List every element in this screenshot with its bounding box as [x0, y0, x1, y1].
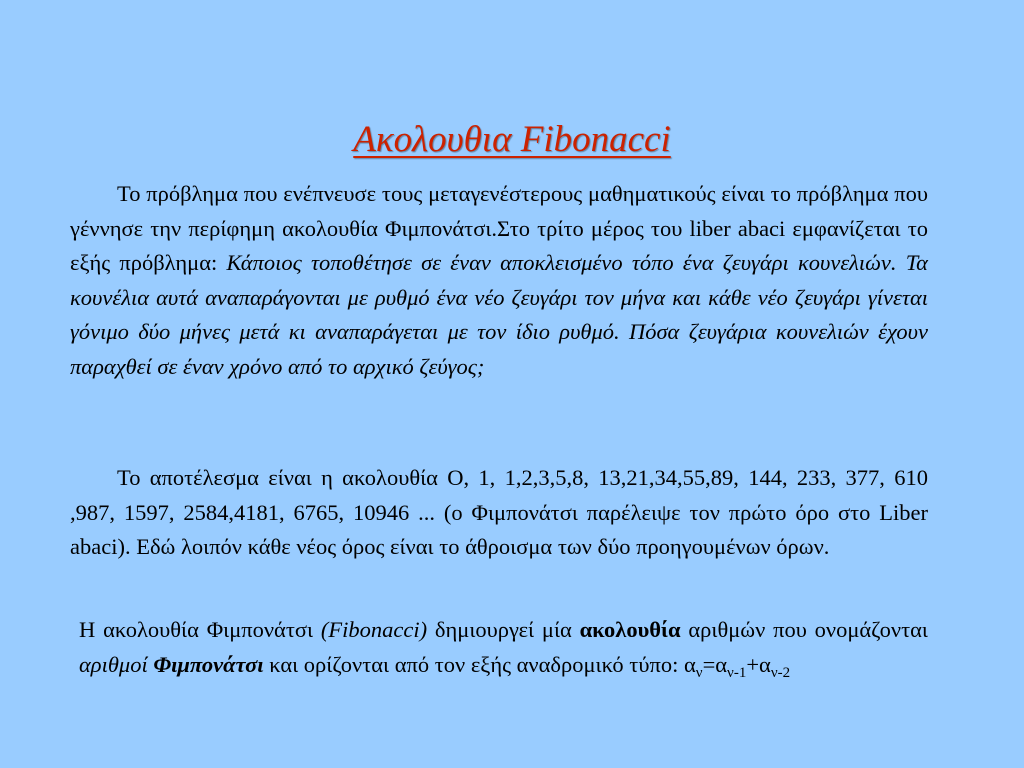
definition-part4: και ορίζονται από τον εξής αναδρομικό τύπο:	[263, 651, 684, 677]
formula-plus-a: +α	[746, 651, 771, 677]
recursive-formula	[683, 651, 791, 681]
definition-part3: αριθμών που ονομάζονται	[680, 617, 928, 642]
definition-sequence-term: ακολουθία	[579, 617, 681, 642]
formula-equals-a: =α	[702, 651, 728, 677]
paragraph-result: Το αποτέλεσμα είναι η ακολουθία O, 1, 1,2,3,5,8, 13,21,34,55,89, 144, 233, 377, 610 ,987, 1597, 2584,4181, 6765, 10946 ... (ο Φιμπονάτσι παρέλειψε τον πρώτο όρο στο Liber abaci). Εδώ λοιπόν κάθε νέος όρος είναι το άθροισμα των δύο προηγουμένων όρων.	[70, 465, 928, 559]
definition-fibonacci-term: Φιμπονάτσι	[153, 651, 264, 677]
paragraph-definition	[79, 613, 928, 682]
formula-sub-n-2: ν-2	[770, 664, 791, 681]
formula-a: α	[683, 651, 696, 677]
definition-part1: Η ακολουθία Φιμπονάτσι	[79, 617, 321, 642]
paragraph-problem-intro: Το πρόβλημα που ενέπνευσε τους μεταγενέστερους μαθηματικούς είναι το πρόβλημα που γέννησε την περίφημη ακολουθία Φιμπονάτσι.Στο τρίτο μέρος του liber abaci εμφανίζεται το εξής πρόβλημα:	[70, 181, 928, 275]
definition-fibonacci-latin: (Fibonacci)	[320, 617, 428, 642]
paragraph-problem	[70, 177, 928, 384]
formula-sub-n-1: ν-1	[727, 664, 747, 681]
definition-numbers-term: αριθμοί	[79, 651, 148, 677]
paragraph-problem-statement: Κάποιος τοποθέτησε σε έναν αποκλεισμένο τόπο ένα ζευγάρι κουνελιών. Τα κουνέλια αυτά αναπαράγονται με ρυθμό ένα νέο ζευγάρι τον μήνα και κάθε νέο ζευγάρι γίνεται γόνιμο δύο μήνες μετά κι αναπαράγεται με τον ίδιο ρυθμό. Πόσα ζευγάρια κουνελιών έχουν παραχθεί σε έναν χρόνο από το αρχικό ζεύγος;	[70, 250, 928, 379]
definition-part2: δημιουργεί μία	[427, 617, 580, 642]
slide-title: Ακολουθια Fibonacci	[353, 119, 671, 160]
formula-sub-n: ν	[695, 664, 703, 681]
